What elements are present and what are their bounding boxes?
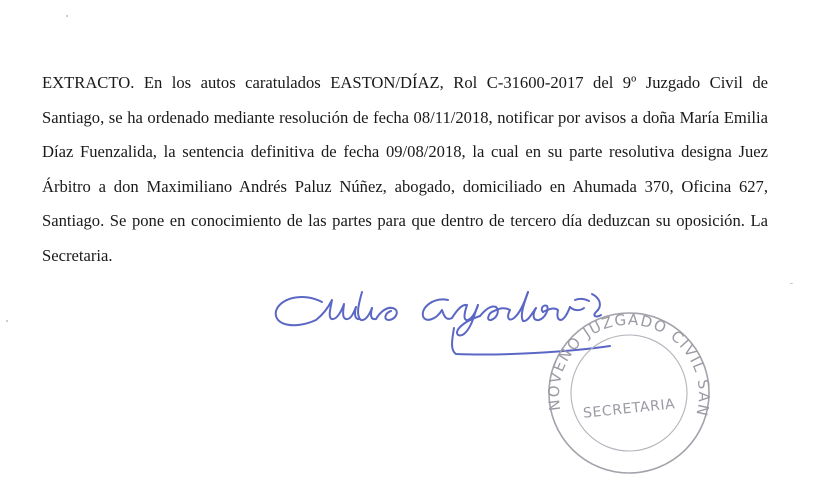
scan-speck	[6, 320, 8, 322]
seal-center-text: SECRETARIA	[582, 396, 677, 422]
court-seal	[538, 297, 720, 479]
seal-outer-text-path: NOVENO JUZGADO CIVIL SAN	[544, 310, 714, 419]
scan-speck	[66, 15, 68, 17]
signature-block	[270, 280, 730, 470]
extract-paragraph: EXTRACTO. En los autos caratulados EASTON/DÍAZ, Rol C-31600-2017 del 9º Juzgado Civil de Santiago, se ha ordenado mediante resolución de fecha 08/11/2018, notificar por avisos a doña María Emilia Díaz Fuenzalida, la sentencia definitiva de fecha 09/08/2018, la cual en su parte resolutiva designa Juez Árbitro a don Maximiliano Andrés Paluz Núñez, abogado, domiciliado en Ahumada 370, Oficina 627, Santiago. Se pone en conocimiento de las partes para que dentro de tercero día deduzcan su oposición. La Secretaria.	[42, 73, 768, 265]
seal-stamp-graphic	[538, 297, 720, 479]
scan-speck	[790, 283, 793, 284]
